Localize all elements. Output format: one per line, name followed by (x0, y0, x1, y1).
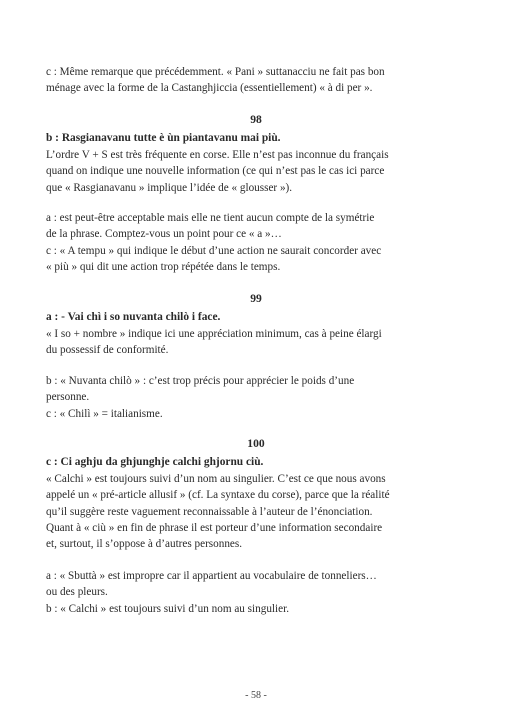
text-line: « I so + nombre » indique ici une appréciation minimum, cas à peine élargi (46, 328, 382, 340)
text-line: appelé un « pré-article allusif » (cf. La syntaxe du corse), parce que la réalité (46, 489, 390, 502)
text-line: a : est peut-être acceptable mais elle ne tient aucun compte de la symétrie (46, 212, 375, 224)
section-number-99: 99 (250, 292, 262, 305)
section-100-paragraph-2 (46, 568, 466, 617)
section-99-paragraph-1 (46, 326, 466, 359)
intro-line: c : Même remarque que précédemment. « Pani » suttanacciu ne fait pas bon (46, 66, 385, 78)
text-line: du possessif de conformité. (46, 344, 169, 357)
text-line: et, surtout, il s’oppose à d’autres personnes. (46, 538, 243, 551)
section-98-paragraph-1 (46, 147, 466, 196)
text-line: que « Rasgianavanu » implique l’idée de « glousser »). (46, 181, 293, 194)
text-line: personne. (46, 391, 90, 404)
text-line: Quant à « ciù » en fin de phrase il est porteur d’une information secondaire (46, 521, 383, 534)
section-100-paragraph-1 (46, 471, 466, 552)
section-98-paragraph-2 (46, 210, 466, 275)
section-heading-100: c : Ci aghju da ghjunghje calchi ghjornu ciù. (46, 456, 264, 468)
section-number-100: 100 (247, 437, 265, 450)
intro-line: ménage avec la forme de la Castanghjiccia (essentiellement) « à di per ». (46, 82, 373, 95)
text-line: quand on indique une nouvelle information (ce qui n’est pas le cas ici parce (46, 165, 385, 178)
section-heading-98: b : Rasgianavanu tutte è ùn piantavanu mai più. (46, 132, 281, 144)
text-line: c : « Chilì » = italianisme. (46, 407, 163, 420)
text-line: L’ordre V + S est très fréquente en corse. Elle n’est pas inconnue du français (46, 149, 389, 161)
text-line: b : « Nuvanta chilò » : c’est trop précis pour apprécier le poids d’une (46, 375, 355, 387)
text-line: qu’il suggère reste vaguement reconnaissable à l’auteur de l’énonciation. (46, 505, 373, 518)
document-page (46, 0, 466, 720)
page-number: - 58 - (245, 690, 267, 701)
text-line: c : « A tempu » qui indique le début d’une action ne saurait concorder avec (46, 244, 382, 257)
text-line: b : « Calchi » est toujours suivi d’un nom au singulier. (46, 602, 289, 615)
intro-paragraph (46, 64, 466, 97)
text-line: de la phrase. Comptez-vous un point pour ce « a »… (46, 228, 282, 241)
text-line: ou des pleurs. (46, 586, 108, 599)
text-line: a : « Sbuttà » est impropre car il appartient au vocabulaire de tonneliers… (46, 570, 377, 582)
section-heading-99: a : - Vai chì i so nuvanta chilò i face. (46, 311, 221, 323)
section-99-paragraph-2 (46, 373, 466, 422)
text-line: « più » qui dit une action trop répétée dans le temps. (46, 260, 281, 273)
text-line: « Calchi » est toujours suivi d’un nom au singulier. C’est ce que nous avons (46, 473, 386, 485)
section-number-98: 98 (250, 113, 262, 126)
